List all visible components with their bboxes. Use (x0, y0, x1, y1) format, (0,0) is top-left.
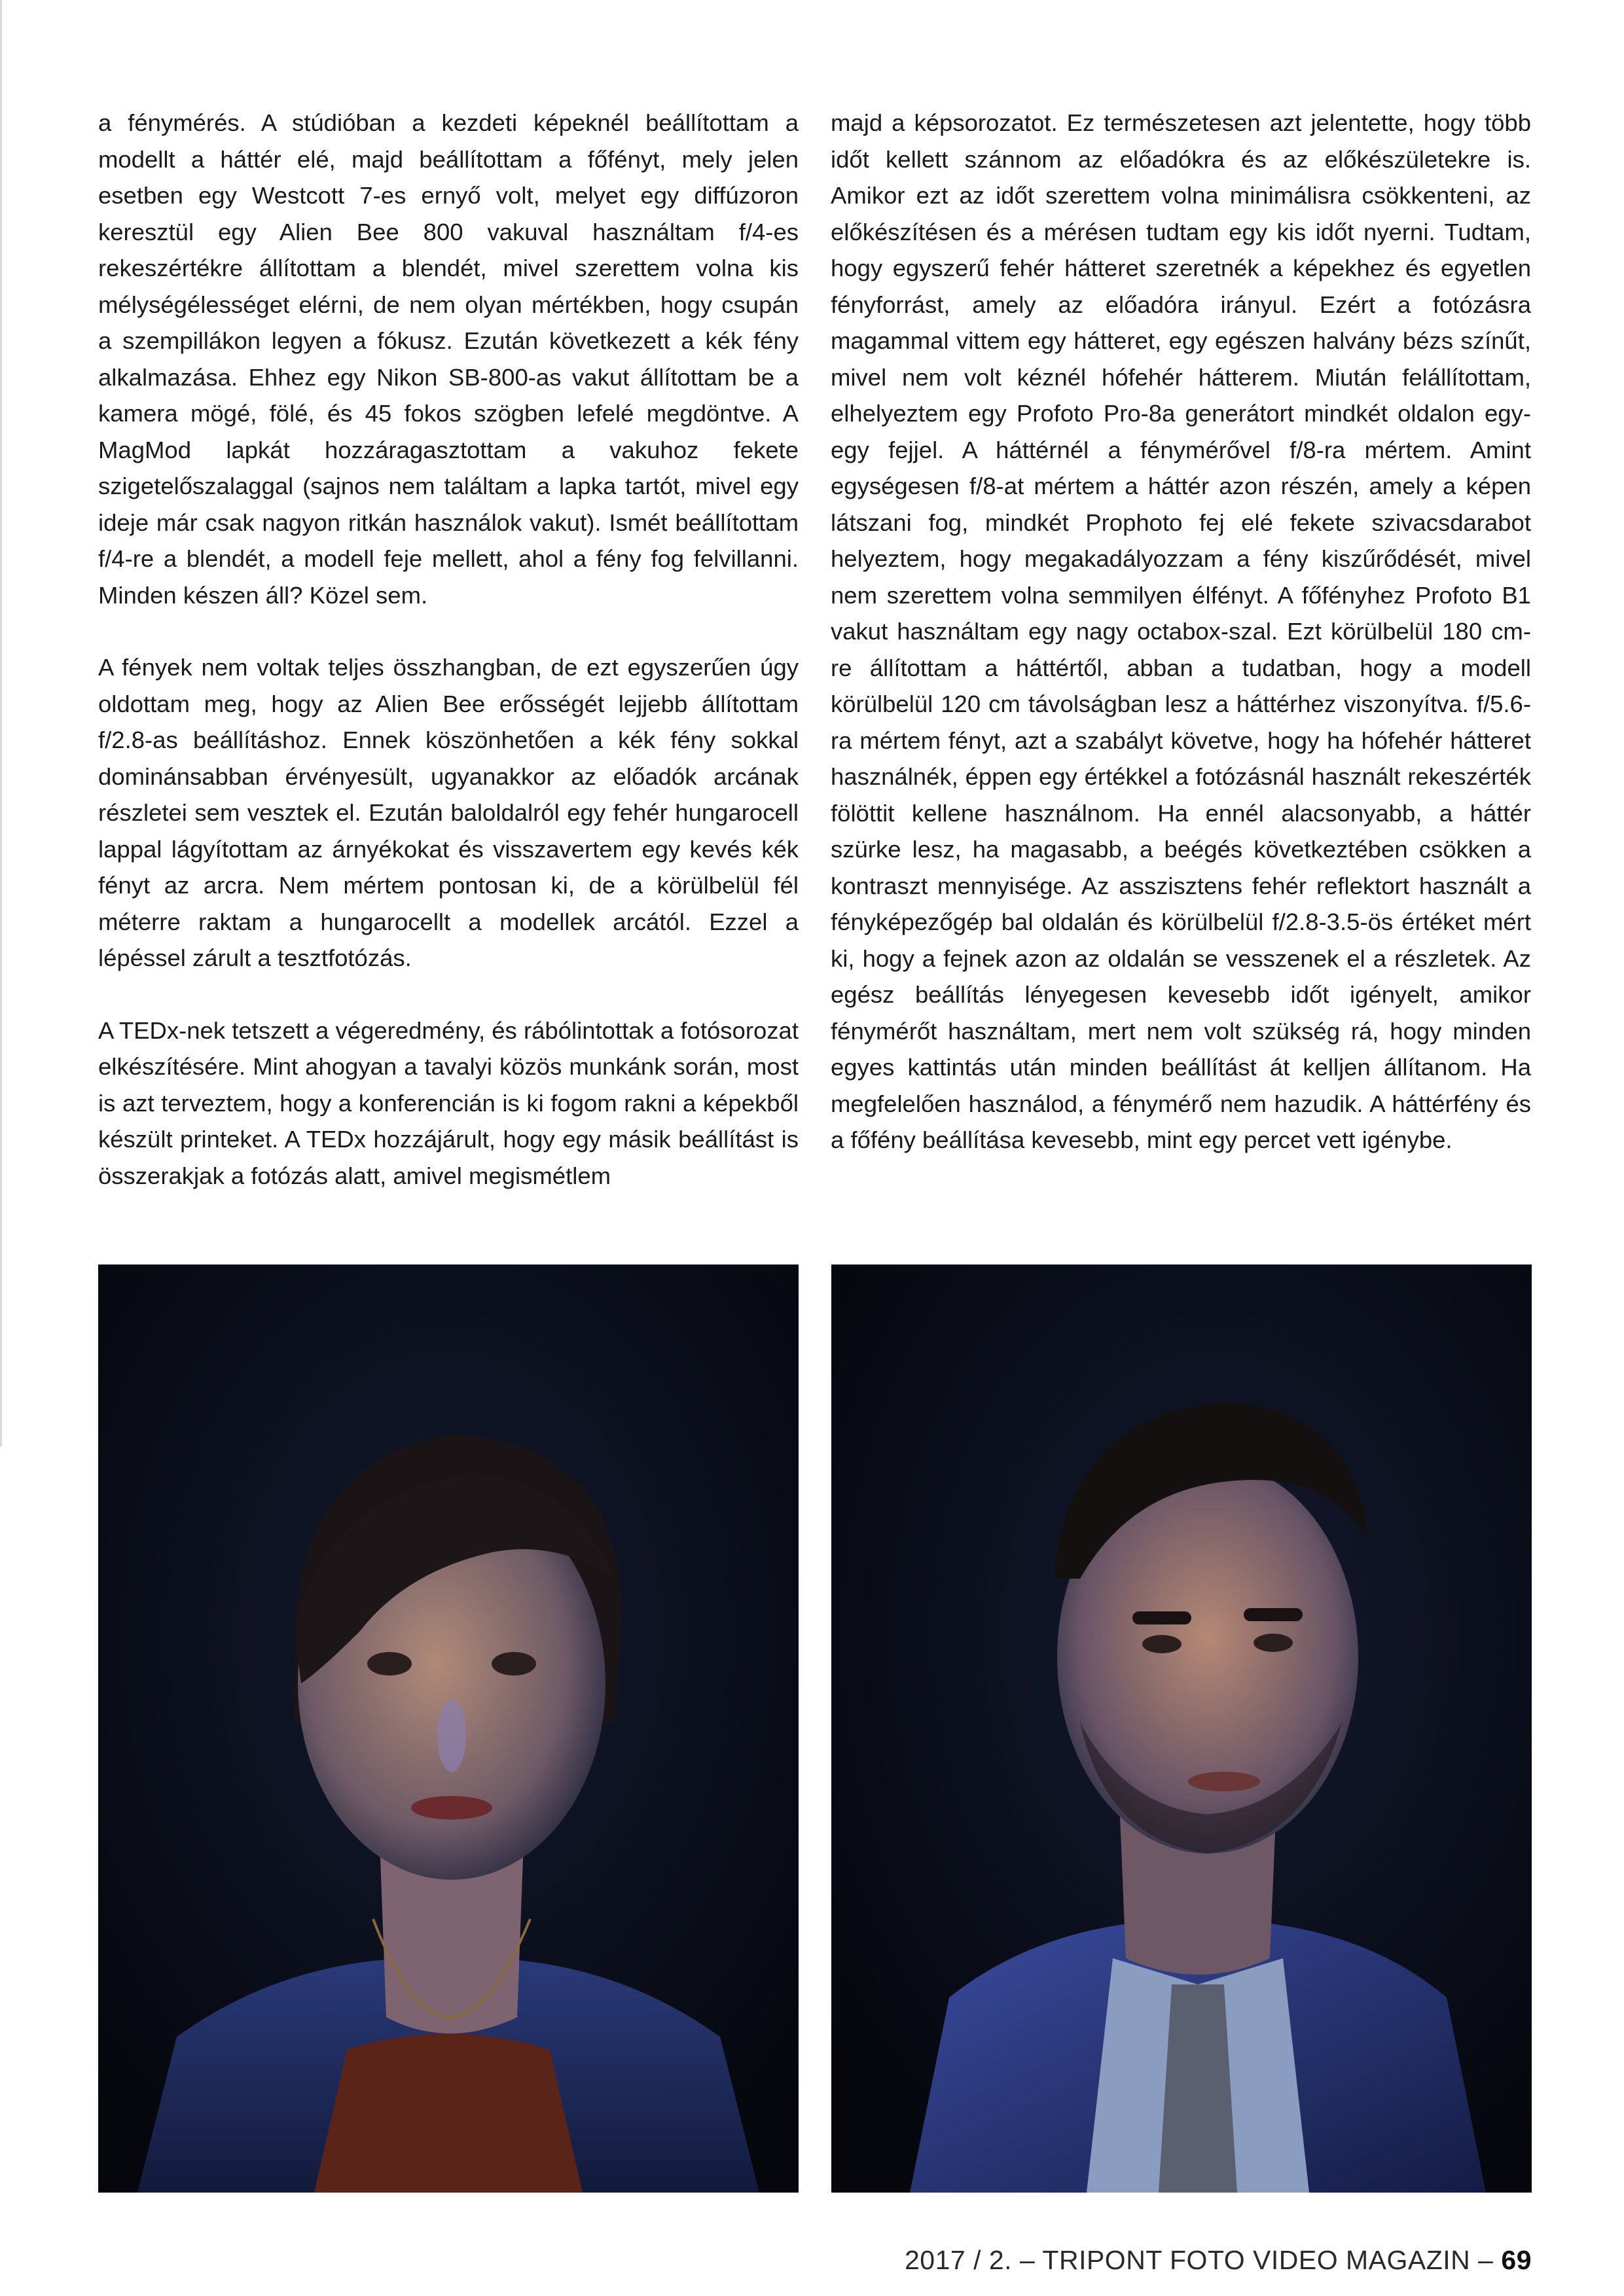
article-column-left (98, 105, 799, 1230)
paragraph: majd a képsorozatot. Ez természetesen azt jelentette, hogy több időt kellett szánnom az előadókra és az előkészületekre is. Amikor ezt az időt szerettem volna minimálisra csökkenteni, az előkészítésen és a mérésen tudtam egy kis időt nyerni. Tudtam, hogy egyszerű fehér hátteret szeretnék a képekhez és egyetlen fényforrást, amely az előadóra irányul. Ezért a fotózásra magammal vittem egy hátteret, egy egészen halvány bézs színűt, mivel nem volt kéznél hófehér hátterem. Miután felállítottam, elhelyeztem egy Profoto Pro-8a generátort mindkét oldalon egy-egy fejjel. A háttérnél a fénymérővel f/8-ra mértem. Amint egységesen f/8-at mértem a háttér azon részén, amely a képen látszani fog, mindkét Prophoto fej elé fekete szivacsdarabot helyeztem, hogy megakadályozzam a fény kiszűrődését, mivel nem szerettem volna semmilyen élfényt. A főfényhez Profoto B1 vakut használtam egy nagy octabox-szal. Ezt körülbelül 180 cm-re állítottam a háttértől, abban a tudatban, hogy a modell körülbelül 120 cm távolságban lesz a háttérhez viszonyítva. f/5.6-ra mértem fényt, azt a szabályt követve, hogy ha hófehér hátteret használnék, éppen egy értékkel a fotózásnál használt rekeszérték fölöttit kellene használnom. Ha ennél alacsonyabb, a háttér szürke lesz, ha magasabb, a beégés következtében csökken a kontraszt mennyisége. Az asszisztens fehér reflektort használt a fényképezőgép bal oldalán és körülbelül f/2.8-3.5-ös értéket mért ki, hogy a fejnek azon az oldalán se vesszenek el a részletek. Az egész beállítás lényegesen kevesebb időt igényelt, amikor fénymérőt használtam, mert nem volt szükség rá, hogy minden egyes kattintás után minden beállítást át kelljen állítanom. Ha megfelelően használod, a fénymérő nem hazudik. A háttérfény és a főfény beállítása kevesebb, mint egy percet vett igénybe. (831, 109, 1531, 1153)
paragraph: A TEDx-nek tetszett a végeredmény, és rábólintottak a fotósorozat elkészítésére. Mint ahogyan a tavalyi közös munkánk során, most is azt terveztem, hogy a konferencián is ki fogom rakni a képekből készült printeket. A TEDx hozzájárult, hogy egy másik beállítást is összerakjak a fotózás alatt, amivel megismétlem (98, 1016, 799, 1189)
portrait-photo-woman (98, 1265, 799, 2193)
paragraph: a fénymérés. A stúdióban a kezdeti képeknél beállítottam a modellt a háttér elé, majd beállítottam a főfényt, mely jelen esetben egy Westcott 7-es ernyő volt, melyet egy diffúzoron keresztül egy Alien Bee 800 vakuval használtam f/4-es rekeszértékre állítottam a blendét, mivel szerettem volna kis mélységélességet elérni, de nem olyan mértékben, hogy csupán a szempillákon legyen a fókusz. Ezután következett a kék fény alkalmazása. Ehhez egy Nikon SB-800-as vakut állítottam be a kamera mögé, fölé, és 45 fokos szögben lefelé megdöntve. A MagMod lapkát hozzáragasztottam a vakuhoz fekete szigetelőszalaggal (sajnos nem találtam a lapka tartót, mivel egy ideje már csak nagyon ritkán használok vakut). Ismét beállítottam f/4-re a blendét, a modell feje mellett, ahol a fény fog felvillanni. Minden készen áll? Közel sem. (98, 109, 799, 609)
article-column-right (831, 105, 1531, 1194)
page-number: 69 (1501, 2245, 1532, 2275)
footer-issue: 2017 / 2. – TRIPONT FOTO VIDEO MAGAZIN – (905, 2245, 1494, 2275)
portrait-photo-man (831, 1265, 1532, 2193)
page-footer (905, 2245, 1532, 2276)
page-edge-line (0, 0, 2, 1446)
paragraph: A fények nem voltak teljes összhangban, de ezt egyszerűen úgy oldottam meg, hogy az Alien Bee erősségét lejjebb állítottam f/2.8-as beállításhoz. Ennek köszönhetően a kék fény sokkal dominánsabban érvényesült, ugyanakkor az előadók arcának részletei sem vesztek el. Ezután baloldalról egy fehér hungarocell lappal lágyítottam az árnyékokat és visszavertem egy kevés kék fényt az arcra. Nem mértem pontosan ki, de a körülbelül fél méterre raktam a hungarocellt a modellek arcától. Ezzel a lépéssel zárult a tesztfotózás. (98, 654, 799, 971)
